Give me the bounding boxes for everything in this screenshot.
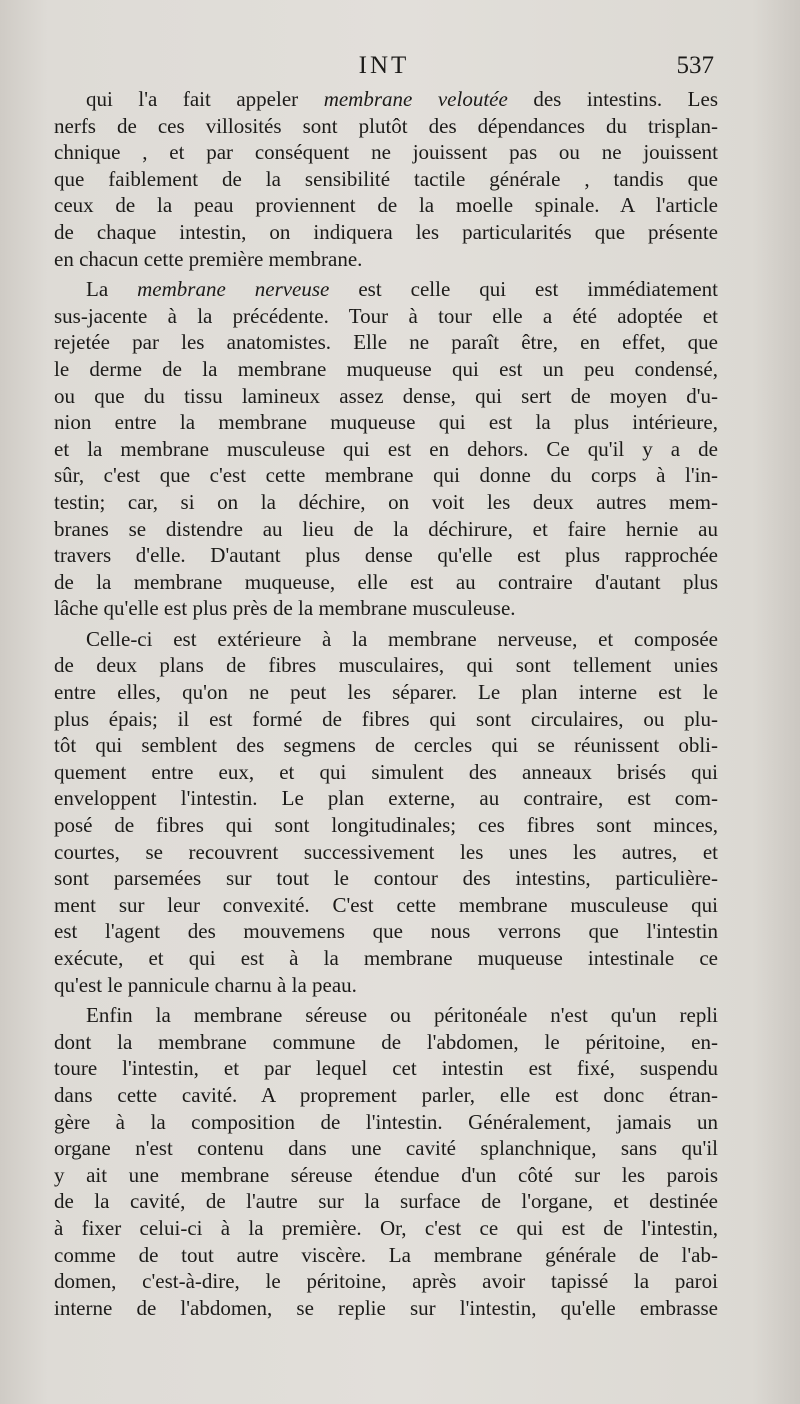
text-line (54, 626, 718, 653)
paragraph (54, 86, 718, 272)
text-run: courtes, se recouvrent successivement les unes les autres, et (54, 839, 718, 864)
body-text (54, 86, 718, 1321)
text-run: de la cavité, de l'autre sur la surface de l'organe, et destinée (54, 1189, 718, 1214)
page-header (54, 52, 714, 86)
text-line (54, 1188, 718, 1215)
text-line (54, 246, 718, 273)
text-line (54, 839, 718, 866)
text-line (54, 595, 718, 622)
text-run: plus épais; il est formé de fibres qui sont circulaires, ou plu- (54, 706, 718, 731)
text-line (54, 1055, 718, 1082)
text-run: y ait une membrane séreuse étendue d'un côté sur les parois (54, 1162, 718, 1187)
text-run: sont parsemées sur tout le contour des intestins, particulière- (54, 866, 718, 891)
text-run: ou que du tissu lamineux assez dense, qui sert de moyen d'u- (54, 383, 718, 408)
text-line (54, 113, 718, 140)
text-line (54, 383, 718, 410)
text-run: sûr, c'est que c'est cette membrane qui donne du corps à l'in- (54, 463, 718, 488)
text-run: chnique , et par conséquent ne jouissent pas ou ne jouissent (54, 140, 718, 165)
italic-term: membrane veloutée (323, 87, 508, 111)
text-line (54, 785, 718, 812)
text-line (54, 1109, 718, 1136)
text-line (54, 732, 718, 759)
text-line (54, 542, 718, 569)
paragraph (54, 626, 718, 998)
text-run: nerfs de ces villosités sont plutôt des dépendances du trisplan- (54, 113, 718, 138)
text-run: ceux de la peau proviennent de la moelle spinale. A l'article (54, 193, 718, 218)
text-run: qui l'a fait appeler (86, 87, 324, 111)
text-line (54, 409, 718, 436)
text-run: le derme de la membrane muqueuse qui est un peu condensé, (54, 356, 718, 381)
text-line (54, 516, 718, 543)
text-run: à fixer celui-ci à la première. Or, c'est ce qui est de l'intestin, (54, 1215, 718, 1240)
text-run: de la membrane muqueuse, elle est au contraire d'autant plus (54, 569, 718, 594)
text-line (54, 679, 718, 706)
text-line (54, 1268, 718, 1295)
text-run: qu'est le pannicule charnu à la peau. (54, 972, 357, 997)
text-run: gère à la composition de l'intestin. Généralement, jamais un (54, 1109, 718, 1134)
text-run: est l'agent des mouvemens que nous verrons que l'intestin (54, 919, 718, 944)
text-run: quement entre eux, et qui simulent des anneaux brisés qui (54, 759, 718, 784)
running-head: INT (358, 52, 410, 79)
text-run: travers d'elle. D'autant plus dense qu'elle est plus rapprochée (54, 543, 718, 568)
text-run: et la membrane musculeuse qui est en dehors. Ce qu'il y a de (54, 436, 718, 461)
text-line (54, 139, 718, 166)
text-run: comme de tout autre viscère. La membrane générale de l'ab- (54, 1242, 718, 1267)
text-line (54, 436, 718, 463)
text-run: ment sur leur convexité. C'est cette membrane musculeuse qui (54, 892, 718, 917)
text-run: posé de fibres qui sont longitudinales; ces fibres sont minces, (54, 813, 718, 838)
text-line (54, 972, 718, 999)
text-line (54, 462, 718, 489)
text-line (54, 892, 718, 919)
text-line (54, 812, 718, 839)
text-line (54, 276, 718, 303)
text-line (54, 489, 718, 516)
text-run: dans cette cavité. A proprement parler, elle est donc étran- (54, 1082, 718, 1107)
text-line (54, 329, 718, 356)
text-run: des intestins. Les (507, 87, 718, 111)
text-line (54, 219, 718, 246)
text-run: est celle qui est immédiatement (329, 277, 718, 302)
text-line (54, 1162, 718, 1189)
paragraph (54, 276, 718, 622)
text-line (54, 759, 718, 786)
text-run: domen, c'est-à-dire, le péritoine, après avoir tapissé la paroi (54, 1269, 718, 1294)
italic-term: membrane nerveuse (137, 277, 330, 302)
text-line (54, 166, 718, 193)
text-run: en chacun cette première membrane. (54, 246, 363, 271)
text-run: Celle-ci est extérieure à la membrane nerveuse, et composée (86, 626, 718, 651)
text-line (54, 1215, 718, 1242)
text-run: Enfin la membrane séreuse ou péritonéale n'est qu'un repli (86, 1003, 718, 1028)
text-run: de chaque intestin, on indiquera les particularités que présente (54, 219, 718, 244)
text-run: rejetée par les anatomistes. Elle ne paraît être, en effet, que (54, 330, 718, 355)
text-run: enveloppent l'intestin. Le plan externe, au contraire, est com- (54, 786, 718, 811)
text-run: branes se distendre au lieu de la déchirure, et faire hernie au (54, 516, 718, 541)
text-run: toure l'intestin, et par lequel cet intestin est fixé, suspendu (54, 1056, 718, 1081)
text-line (54, 706, 718, 733)
text-run: entre elles, qu'on ne peut les séparer. Le plan interne est le (54, 680, 718, 705)
text-line (54, 1242, 718, 1269)
text-line (54, 569, 718, 596)
text-run: tôt qui semblent des segmens de cercles qui se réunissent obli- (54, 733, 718, 758)
text-run: exécute, et qui est à la membrane muqueuse intestinale ce (54, 946, 718, 970)
text-line (54, 1002, 718, 1029)
text-run: testin; car, si on la déchire, on voit les deux autres mem- (54, 489, 718, 514)
text-run: dont la membrane commune de l'abdomen, le péritoine, en- (54, 1029, 718, 1054)
text-line (54, 356, 718, 383)
paragraph (54, 1002, 718, 1321)
text-run: que faiblement de la sensibilité tactile générale , tandis que (54, 166, 718, 191)
text-run: La (86, 277, 138, 302)
text-run: sus-jacente à la précédente. Tour à tour elle a été adoptée et (54, 303, 718, 328)
text-run: lâche qu'elle est plus près de la membrane musculeuse. (54, 596, 516, 621)
text-line (54, 945, 718, 972)
text-line (54, 652, 718, 679)
text-run: de deux plans de fibres musculaires, qui sont tellement unies (54, 653, 718, 678)
text-line (54, 1135, 718, 1162)
text-run: nion entre la membrane muqueuse qui est la plus intérieure, (54, 410, 718, 435)
text-run: interne de l'abdomen, se replie sur l'intestin, qu'elle embrasse (54, 1295, 718, 1320)
text-line (54, 865, 718, 892)
text-line (54, 192, 718, 219)
text-line (54, 303, 718, 330)
text-line (54, 918, 718, 945)
text-line (54, 1295, 718, 1322)
text-line (54, 1082, 718, 1109)
text-line (54, 86, 718, 113)
page-number: 537 (676, 52, 714, 79)
text-line (54, 1029, 718, 1056)
text-run: organe n'est contenu dans une cavité splanchnique, sans qu'il (54, 1136, 718, 1161)
